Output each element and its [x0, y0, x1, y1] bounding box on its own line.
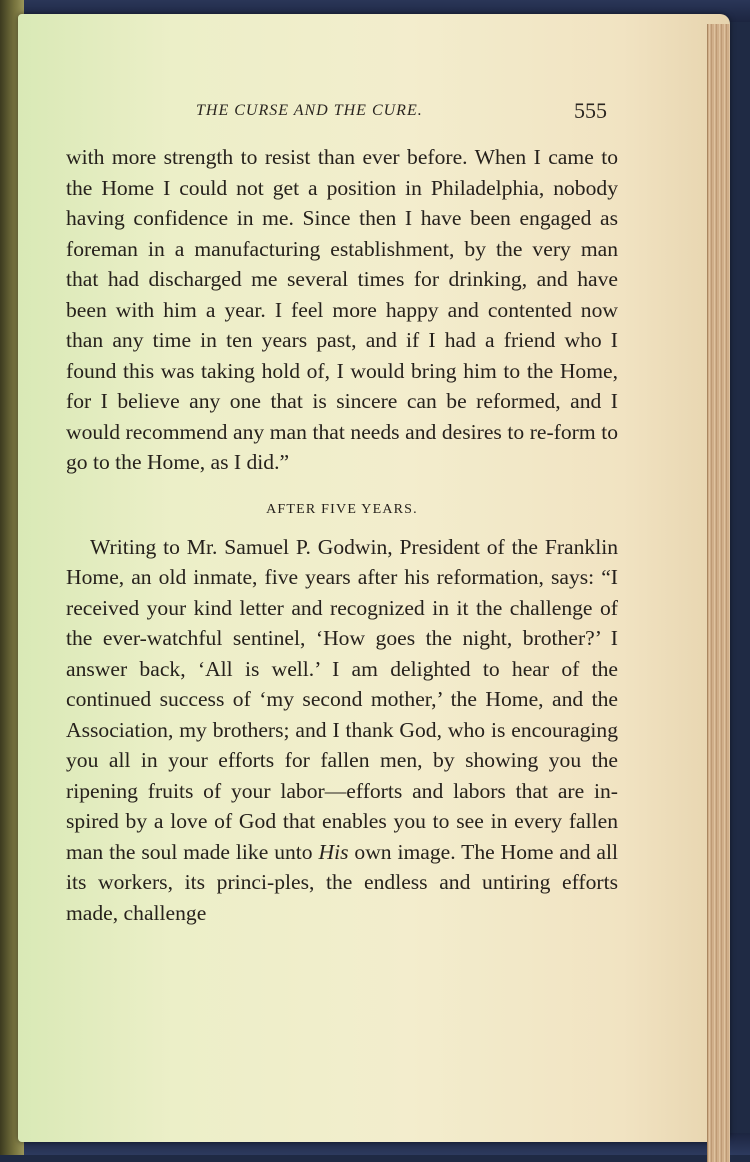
paragraph-letter-continued: with more strength to resist than ever before. When I came to the Home I could not get a position in Philadelphia, nobody having confidence in me. Since then I have been engaged as foreman in a manufacturing establishment, by the very man that had discharged me several times for drinking, and have been with him a year. I feel more happy and contented now than any time in ten years past, and if I had a friend who I found this was taking hold of, I would bring him to the Home, for I believe any one that is sincere can be reformed, and I would recommend any man that needs and desires to re-form to go to the Home, as I did.” [66, 145, 618, 474]
section-heading: AFTER FIVE YEARS. [266, 501, 418, 517]
page-fore-edge [707, 24, 730, 1162]
page-header [18, 98, 730, 132]
page-number: 555 [574, 98, 607, 123]
paragraph-text-start: Writing to Mr. Samuel P. Godwin, President of the Franklin Home, an old inmate, five years after his reformation, says: “I received your kind letter and recognized in it the challenge of the ever-watchful sentinel, ‘How goes the night, brother?’ I answer back, ‘All is well.’ I am delighted to hear of the continued success of ‘my second mother,’ the Home, and the Association, my brothers; and I thank God, who is encouraging you all in your efforts for fallen men, by showing you the ripening fruits of your labor—efforts and labors that are in-spired by a love of God that enables you to see in every fallen man the soul made like unto [66, 534, 618, 864]
paragraph-text-end: own image. The Home and all its workers, its princi-ples, the endless and untiring efforts made, challenge [66, 839, 618, 925]
body-text [66, 142, 618, 928]
paragraph-after-five-years [66, 532, 618, 929]
italic-word: His [318, 839, 349, 864]
running-head: THE CURSE AND THE CURE. [196, 102, 423, 119]
book-page [18, 14, 730, 1142]
